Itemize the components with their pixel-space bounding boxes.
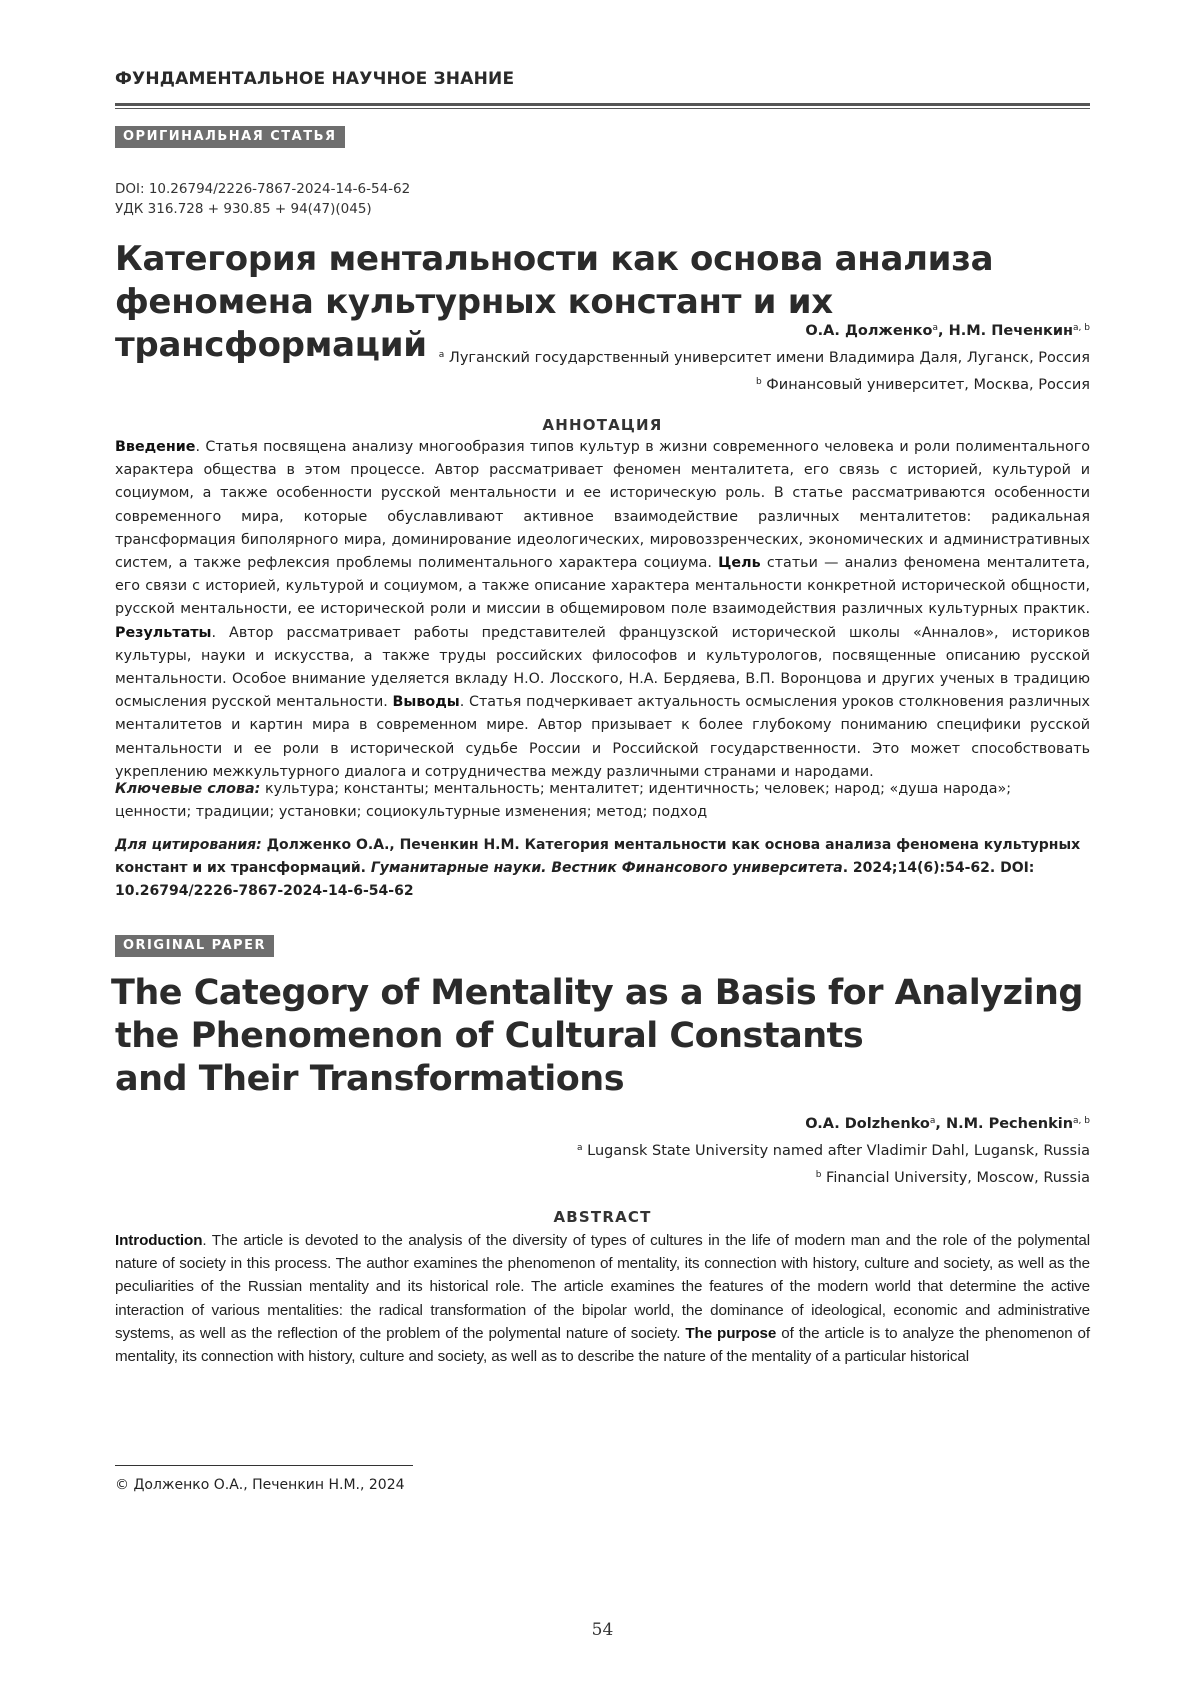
copyright-footnote: © Долженко О.А., Печенкин Н.М., 2024 — [115, 1477, 405, 1493]
author-2-sup: a, b — [1073, 323, 1090, 333]
intro-label: Введение — [115, 439, 196, 455]
citation-text-2: . 2024;14(6):54-62. DOI: 10.26794/2226-7867-2024-14-6-54-62 — [115, 860, 1035, 899]
article-type-badge-en: ORIGINAL PAPER — [115, 935, 274, 957]
author-2: Н.М. Печенкин — [948, 323, 1074, 339]
abstract-en — [115, 1229, 1090, 1368]
title-en-line-3: and Their Transformations — [115, 1059, 625, 1099]
affiliation-a-en-sup: a — [577, 1143, 583, 1153]
results-text: . Автор рассматривает работы представителей французской исторической школы «Анналов», историков культуры, науки и искусства, а также труды российских философов и культурологов, посвященные описанию русской ментальности. Особое внимание уделяется вкладу Н.О. Лосского, Н.А. Бердяева, В.П. Воронцова и других ученых в традицию осмысления русской ментальности. — [115, 624, 1090, 711]
author-2-en: N.M. Pechenkin — [945, 1116, 1074, 1132]
intro-text: . Статья посвящена анализу многообразия типов культур в жизни современного человека и роли полиментального характера общества в этом процессе. Автор рассматривает феномен менталитета, его связь с историей, культурой и социумом, а также особенности русской ментальности и ее историческую роль. В статье рассматриваются особенности современного мира, которые обуславливают активное взаимодействие различных менталитетов: радикальная трансформация биполярного мира, доминирование идеологических, мировоззренческих, экономических и административных систем, а также рефлексия проблемы полиментального характера социума. — [115, 439, 1090, 572]
page-number: 54 — [591, 1620, 614, 1640]
affiliation-a: Луганский государственный университет имени Владимира Даля, Луганск, Россия — [444, 350, 1090, 366]
keywords-ru — [115, 778, 1090, 824]
citation-journal: Гуманитарные науки. Вестник Финансового университета — [370, 860, 843, 876]
article-identifiers — [115, 179, 410, 219]
abstract-heading-en: ABSTRACT — [553, 1208, 652, 1226]
affiliation-b: Финансовый университет, Москва, Россия — [761, 377, 1090, 393]
author-separator-en: , — [935, 1116, 946, 1132]
affiliation-a-sup: a — [438, 350, 445, 360]
authors-ru — [115, 316, 1090, 397]
article-type-badge-ru: ОРИГИНАЛЬНАЯ СТАТЬЯ — [115, 126, 345, 148]
title-en — [111, 972, 1086, 1101]
author-1-en-sup: a — [929, 1116, 936, 1126]
intro-text-en: . The article is devoted to the analysis of the diversity of types of cultures in the life of modern man and the role of the polymental nature of society in this process. The author examines the phenomenon of mentality, its connection with history, culture and society, as well as the peculiarities of the Russian mentality and its historical role. The article examines the features of the modern world that determine the active interaction of various mentalities: the radical transformation of the bipolar world, the dominance of ideological, economic and administrative systems, as well as the reflection of the problem of the polymental nature of society. — [115, 1232, 1090, 1342]
affiliation-b-en: Financial University, Moscow, Russia — [821, 1170, 1090, 1186]
citation-label: Для цитирования: — [115, 837, 262, 853]
keywords-text: культура; константы; ментальность; менталитет; идентичность; человек; народ; «душа народа»; ценности; традиции; установки; социокультурные изменения; метод; подход — [115, 781, 1012, 821]
running-header: ФУНДАМЕНТАЛЬНОЕ НАУЧНОЕ ЗНАНИЕ — [115, 69, 515, 89]
purpose-text-en: of the article is to analyze the phenomenon of mentality, its connection with history, culture and society, as well as to describe the nature of the mentality of a particular historical — [115, 1324, 1091, 1366]
affiliation-b-en-sup: b — [815, 1170, 822, 1180]
title-ru-line-1: Категория ментальности как основа анализа — [115, 239, 994, 279]
author-1-sup: a — [932, 323, 939, 333]
abstract-ru — [115, 436, 1090, 784]
citation — [115, 834, 1090, 903]
author-1-en: O.A. Dolzhenko — [805, 1116, 930, 1132]
header-rule — [115, 103, 1090, 106]
intro-label-en: Introduction — [115, 1232, 203, 1249]
goal-label: Цель — [718, 555, 761, 572]
author-2-en-sup: a, b — [1073, 1116, 1090, 1126]
conclusions-label: Выводы — [392, 694, 460, 711]
title-en-line-2: the Phenomenon of Cultural Constants — [115, 1016, 864, 1056]
author-1: О.А. Долженко — [805, 323, 933, 339]
conclusions-text: . Статья подчеркивает актуальность осмысления уроков столкновения различных менталитетов и картин мира в современном мире. Автор призывает к более глубокому пониманию специфики русской ментальности и ее роли в исторической судьбе России и Российской государственности. Это может способствовать укреплению межкультурного диалога и сотрудничества между различными странами и народами. — [115, 694, 1090, 780]
author-separator: , — [938, 323, 949, 339]
title-en-line-1: The Category of Mentality as a Basis for Analyzing — [111, 973, 1083, 1013]
goal-text: статьи — анализ феномена менталитета, его связи с историей, культурой и социумом, а также описание характера ментальности конкретной исторической общности, русской ментальности, ее исторической роли и миссии в общемировом поле взаимодействия различных культурных практик. — [115, 555, 1090, 618]
title-ru-line-2: феномена культурных констант и их трансформаций — [115, 282, 833, 365]
affiliation-b-sup: b — [755, 377, 762, 387]
keywords-label: Ключевые слова: — [115, 781, 261, 797]
results-label: Результаты — [115, 624, 212, 641]
footnote-rule — [115, 1465, 413, 1466]
purpose-label-en: The purpose — [685, 1324, 777, 1342]
affiliation-a-en: Lugansk State University named after Vladimir Dahl, Lugansk, Russia — [582, 1143, 1090, 1159]
udk: УДК 316.728 + 930.85 + 94(47)(045) — [115, 201, 372, 217]
doi[interactable]: DOI: 10.26794/2226-7867-2024-14-6-54-62 — [115, 181, 411, 197]
header-rule-thin — [115, 108, 1090, 109]
citation-text-1: Долженко О.А., Печенкин Н.М. Категория ментальности как основа анализа феномена культурных констант и их трансформаций. — [115, 837, 1081, 876]
abstract-heading-ru: АННОТАЦИЯ — [542, 416, 663, 434]
authors-en — [115, 1109, 1090, 1190]
